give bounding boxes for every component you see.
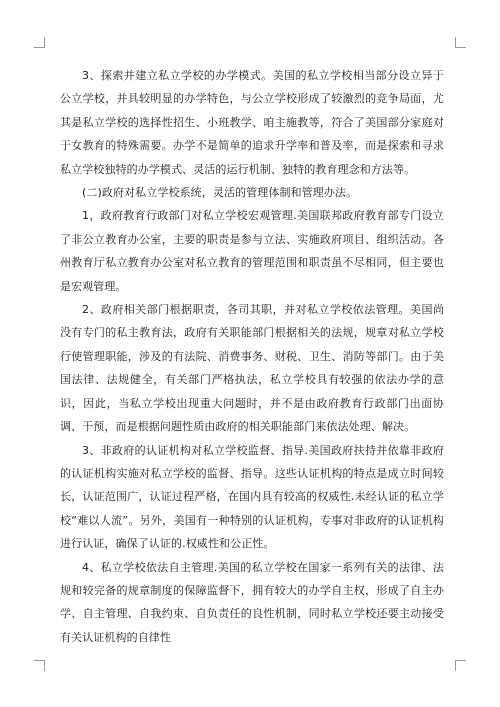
crop-mark-top-right <box>455 37 466 48</box>
crop-mark-top-left <box>34 37 45 48</box>
crop-mark-bottom-left <box>34 660 45 671</box>
paragraph-2-legal-management: 2、政府相关部门根据职责，各司其职，并对私立学校依法管理。美国尚没有专门的私主教育法，政府有关职能部门根据相关的法规，规章对私立学校行使管理职能，涉及的有法院、消费事务、财税、卫生、消防等部门。由于美国法律、法规健全，有关部门严格执法，私立学校具有较强的依法办学的意识，因此，当私立学校出现重大问题时，并不是由政府教育行政部门出面协调、干预，而是根据问题性质由政府的相关职能部门来依法处理、解决。 <box>60 303 444 434</box>
paragraph-1-macro-management: 1，政府教育行政部门对私立学校宏观管理.美国联邦政府教育部专门设立了非公立教育办公室，主要的职责是参与立法、实施政府项目、组织活动。各州教育厅私立教育办公室对私立教育的管理范围和职责虽不尽相同，但主要也是宏观管理。 <box>60 209 444 293</box>
section-heading-management: (二)政府对私立学校系统，灵活的管理体制和管理办法。 <box>82 186 358 200</box>
paragraph-3-school-model: 3、探索并建立私立学校的办学模式。美国的私立学校相当部分设立异于公立学校，并具较明显的办学特色，与公立学校形成了较激烈的竞争局面，尤其是私立学校的选择性招生、小班教学、咱主施教等，符合了美国部分家庭对于女教育的特殊需要。办学不是简单的追求升学率和普及率，而是探索和寻求私立学校独特的办学模式、灵活的运行机制、独特的教育理念和方法等。 <box>60 69 444 176</box>
crop-mark-bottom-right <box>455 660 466 671</box>
document-body <box>60 64 444 649</box>
paragraph-3-accreditation: 3、非政府的认证机构对私立学校监督、指导.美国政府扶持并依靠非政府的认证机构实施对私立学校的监督、指导。这些认证机构的特点是成立时间较长，认证范围广，认证过程严格，在国内具有较高的权威性.未经认证的私立学校“难以人流”。另外，美国有一种特别的认证机构，专事对非政府的认证机构进行认证，确保了认证的.权威性和公正性。 <box>60 443 444 551</box>
paragraph-4-self-management: 4、私立学校依法自主管理.美国的私立学校在国家一系列有关的法律、法规和较完备的规章制度的保障监督下，拥有较大的办学自主权，形成了自主办学、自主管理、自我约束、自负责任的良性机制，同时私立学校还要主动接受有关认证机构的自律性 <box>60 560 444 644</box>
